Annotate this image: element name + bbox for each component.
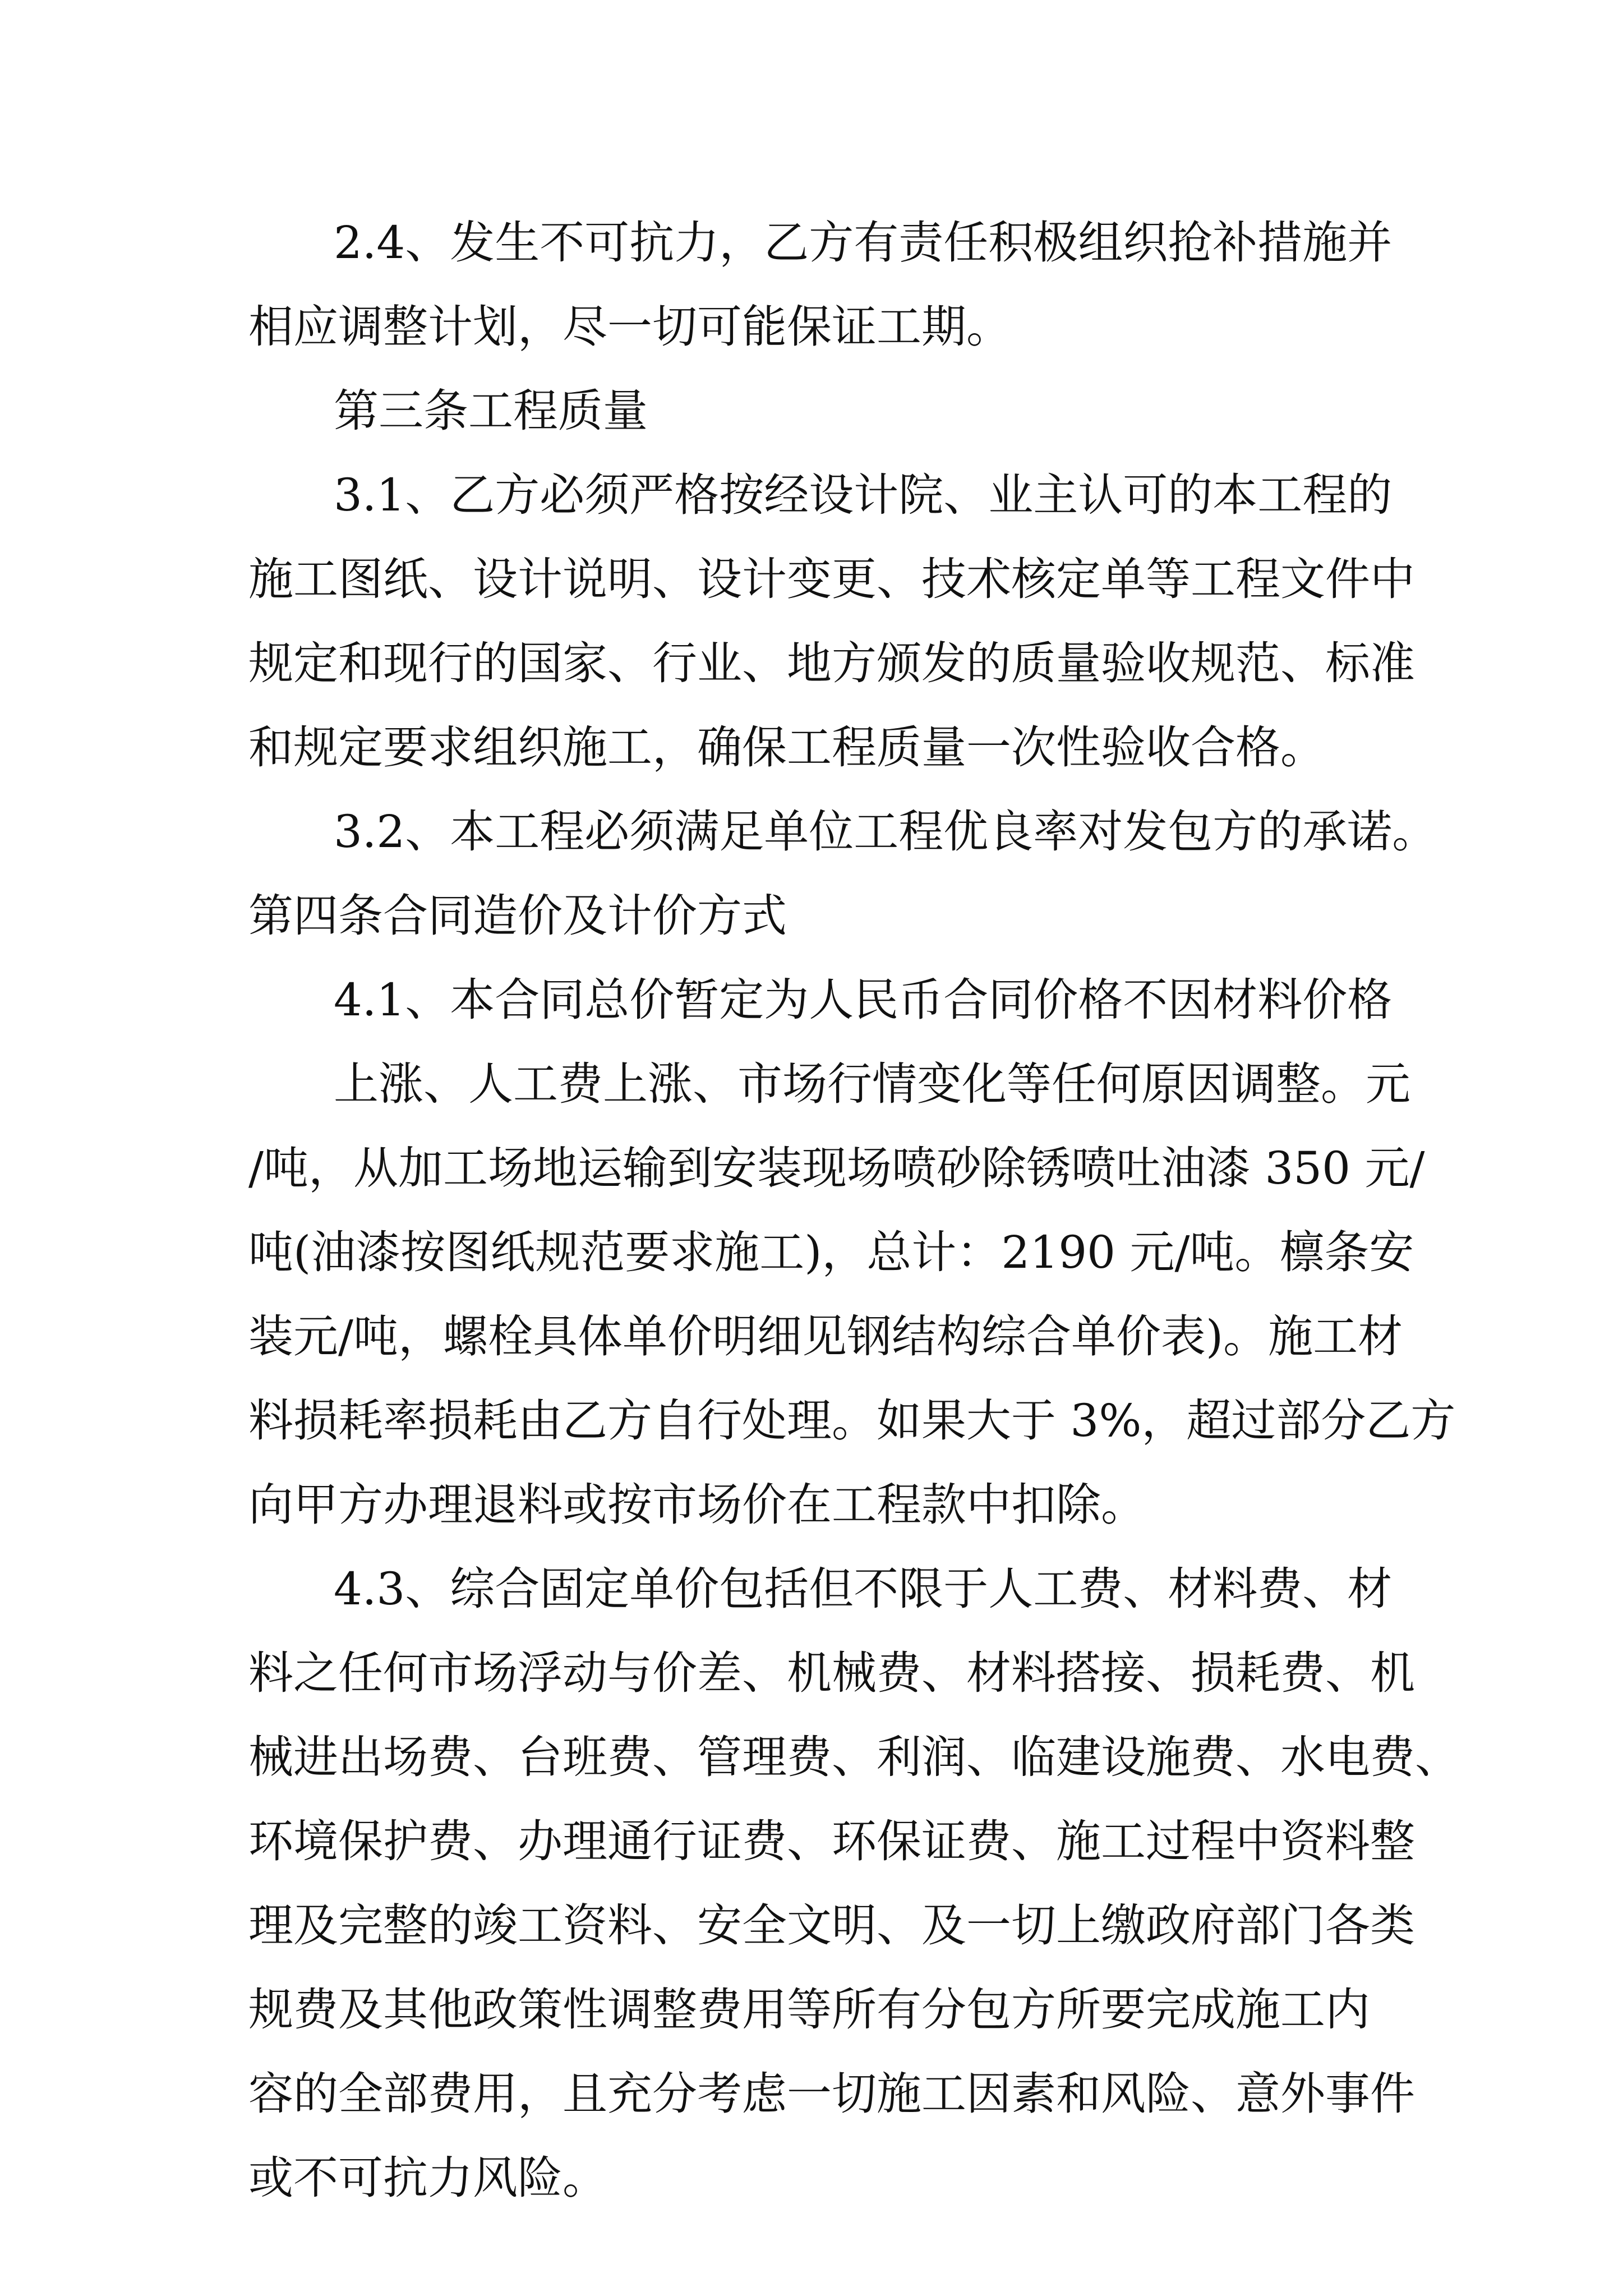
paragraph-line: 料损耗率损耗由乙方自行处理。如果大于 3%，超过部分乙方 xyxy=(248,1395,1456,1447)
paragraph-line: 相应调整计划，尽一切可能保证工期。 xyxy=(248,301,1011,353)
section-heading: 第三条工程质量 xyxy=(334,385,648,437)
paragraph-line: 规费及其他政策性调整费用等所有分包方所要完成施工内 xyxy=(248,1984,1370,2036)
paragraph-line: 料之任何市场浮动与价差、机械费、材料搭接、损耗费、机 xyxy=(248,1647,1415,1699)
paragraph-line: 3.1、乙方必须严格按经设计院、业主认可的本工程的 xyxy=(334,469,1393,521)
paragraph-line: 上涨、人工费上涨、市场行情变化等任何原因调整。元 xyxy=(334,1058,1410,1110)
paragraph-line: 施工图纸、设计说明、设计变更、技术核定单等工程文件中 xyxy=(248,553,1415,605)
paragraph-line: 3.2、本工程必须满足单位工程优良率对发包方的承诺。 xyxy=(334,806,1437,858)
paragraph-line: 2.4、发生不可抗力，乙方有责任积极组织抢补措施并 xyxy=(334,217,1393,269)
paragraph-line: 理及完整的竣工资料、安全文明、及一切上缴政府部门各类 xyxy=(248,1899,1415,1952)
paragraph-line: 容的全部费用，且充分考虑一切施工因素和风险、意外事件 xyxy=(248,2068,1415,2120)
paragraph-line: /吨，从加工场地运输到安装现场喷砂除锈喷吐油漆 350 元/ xyxy=(248,1142,1425,1194)
paragraph-line: 环境保护费、办理通行证费、环保证费、施工过程中资料整 xyxy=(248,1815,1415,1867)
section-heading: 第四条合同造价及计价方式 xyxy=(248,890,787,942)
paragraph-line: 或不可抗力风险。 xyxy=(248,2152,607,2204)
paragraph-line: 械进出场费、台班费、管理费、利润、临建设施费、水电费、 xyxy=(248,1731,1460,1783)
paragraph-line: 向甲方办理退料或按市场价在工程款中扣除。 xyxy=(248,1479,1146,1531)
paragraph-line: 4.3、综合固定单价包括但不限于人工费、材料费、材 xyxy=(334,1563,1393,1615)
paragraph-line: 和规定要求组织施工，确保工程质量一次性验收合格。 xyxy=(248,721,1325,774)
paragraph-line: 规定和现行的国家、行业、地方颁发的质量验收规范、标准 xyxy=(248,637,1415,689)
paragraph-line: 4.1、本合同总价暂定为人民币合同价格不因材料价格 xyxy=(334,974,1393,1026)
paragraph-line: 装元/吨，螺栓具体单价明细见钢结构综合单价表)。施工材 xyxy=(248,1310,1403,1363)
paragraph-line: 吨(油漆按图纸规范要求施工)，总计：2190 元/吨。檩条安 xyxy=(248,1226,1414,1278)
